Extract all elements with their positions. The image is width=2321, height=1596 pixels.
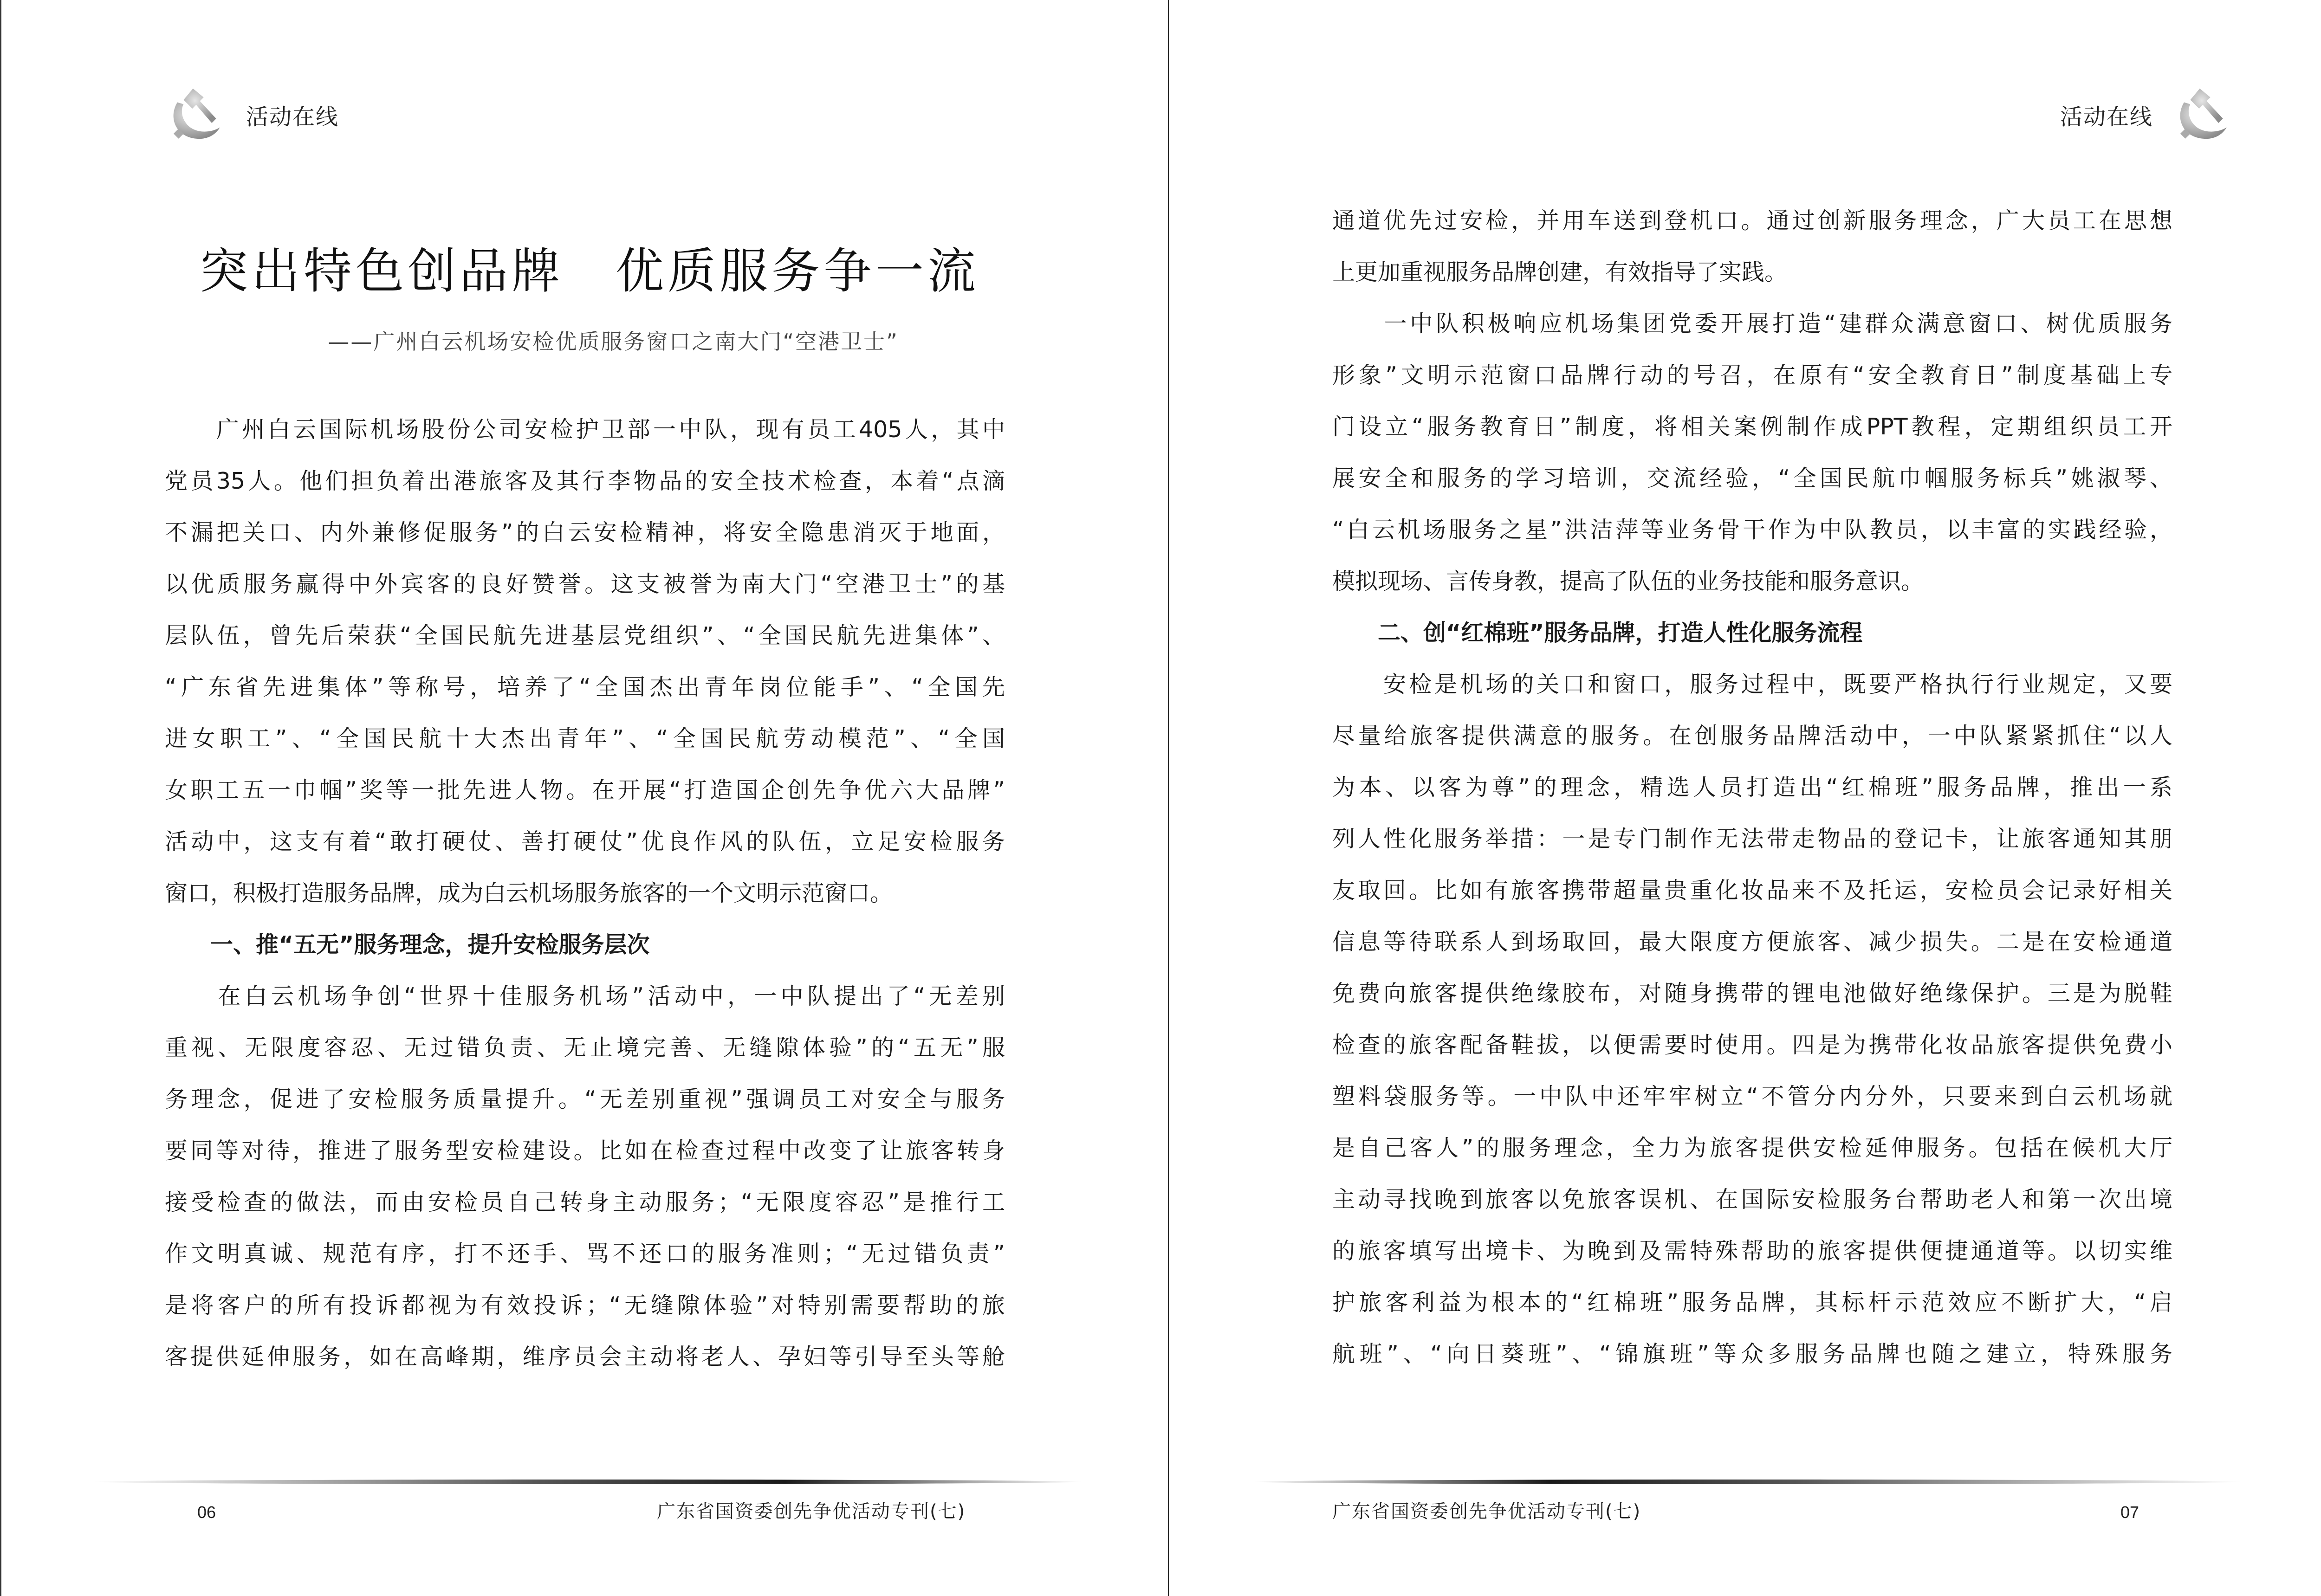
right-body-text — [1332, 195, 2172, 1380]
body-line: 通道优先过安检，并用车送到登机口。通过创新服务理念，广大员工在思想 — [1332, 207, 2172, 234]
section-heading: 一、推“五无”服务理念，提升安检服务层次 — [165, 931, 650, 958]
body-line: 模拟现场、言传身教，提高了队伍的业务技能和服务意识。 — [1332, 568, 1924, 594]
body-line: 航班”、“向日葵班”、“锦旗班”等众多服务品牌也随之建立，特殊服务 — [1332, 1341, 2172, 1367]
body-line: “白云机场服务之星”洪洁萍等业务骨干作为中队教员，以丰富的实践经验， — [1332, 517, 2172, 543]
right-page-number: 07 — [2120, 1503, 2139, 1522]
body-line: 务理念，促进了安检服务质量提升。“无差别重视”强调员工对安全与服务 — [165, 1086, 1005, 1112]
body-line: 客提供延伸服务，如在高峰期，维序员会主动将老人、孕妇等引导至头等舱 — [165, 1344, 1005, 1370]
body-line: 安检是机场的关口和窗口，服务过程中，既要严格执行行业规定，又要 — [1332, 671, 2172, 698]
left-footer-rule — [93, 1480, 1082, 1484]
left-page-number: 06 — [197, 1503, 216, 1522]
body-line: 门设立“服务教育日”制度，将相关案例制作成PPT教程，定期组织员工开 — [1332, 414, 2172, 440]
body-line: 为本、以客为尊”的理念，精选人员打造出“红棉班”服务品牌，推出一系 — [1332, 774, 2172, 801]
body-line: 上更加重视服务品牌创建，有效指导了实践。 — [1332, 259, 1788, 285]
body-line: 接受检查的做法，而由安检员自己转身主动服务；“无限度容忍”是推行工 — [165, 1189, 1005, 1215]
body-line: 展安全和服务的学习培训，交流经验，“全国民航巾帼服务标兵”姚淑琴、 — [1332, 465, 2172, 491]
body-line: 窗口，积极打造服务品牌，成为白云机场服务旅客的一个文明示范窗口。 — [165, 880, 893, 906]
body-line: 在白云机场争创“世界十佳服务机场”活动中，一中队提出了“无差别 — [165, 983, 1005, 1009]
body-line: 是自己客人”的服务理念，全力为旅客提供安检延伸服务。包括在候机大厅 — [1332, 1135, 2172, 1161]
section-heading: 二、创“红棉班”服务品牌，打造人性化服务流程 — [1332, 620, 1863, 646]
body-line: 尽量给旅客提供满意的服务。在创服务品牌活动中，一中队紧紧抓住“以人 — [1332, 723, 2172, 749]
article-subtitle: ——广州白云机场安检优质服务窗口之南大门“空港卫士” — [328, 329, 899, 354]
body-line: 护旅客利益为根本的“红棉班”服务品牌，其标杆示范效应不断扩大，“启 — [1332, 1289, 2172, 1316]
body-line: 党员35人。他们担负着出港旅客及其行李物品的安全技术检查，本着“点滴 — [165, 468, 1005, 494]
body-line: 形象”文明示范窗口品牌行动的号召，在原有“安全教育日”制度基础上专 — [1332, 362, 2172, 388]
body-line: 信息等待联系人到场取回，最大限度方便旅客、减少损失。二是在安检通道 — [1332, 929, 2172, 955]
body-line: 女职工五一巾帼”奖等一批先进人物。在开展“打造国企创先争优六大品牌” — [165, 777, 1005, 803]
right-page — [1169, 0, 2321, 1596]
party-emblem-icon — [165, 84, 227, 146]
article-title: 突出特色创品牌 优质服务争一流 — [199, 243, 979, 299]
body-line: 塑料袋服务等。一中队中还牢牢树立“不管分内分外，只要来到白云机场就 — [1332, 1083, 2172, 1110]
body-line: 以优质服务赢得中外宾客的良好赞誉。这支被誉为南大门“空港卫士”的基 — [165, 571, 1005, 597]
body-line: 不漏把关口、内外兼修促服务”的白云安检精神，将安全隐患消灭于地面， — [165, 519, 1005, 546]
body-line: 作文明真诚、规范有序，打不还手、骂不还口的服务准则；“无过错负责” — [165, 1241, 1005, 1267]
body-line: 列人性化服务举措：一是专门制作无法带走物品的登记卡，让旅客通知其朋 — [1332, 826, 2172, 852]
body-line: 检查的旅客配备鞋拔，以便需要时使用。四是为携带化妆品旅客提供免费小 — [1332, 1032, 2172, 1058]
body-line: 友取回。比如有旅客携带超量贵重化妆品来不及托运，安检员会记录好相关 — [1332, 877, 2172, 904]
body-line: 的旅客填写出境卡、为晚到及需特殊帮助的旅客提供便捷通道等。以切实维 — [1332, 1238, 2172, 1264]
left-body-text — [165, 404, 1005, 1383]
body-line: 广州白云国际机场股份公司安检护卫部一中队，现有员工405人，其中 — [165, 416, 1005, 443]
right-footer-publication: 广东省国资委创先争优活动专刊(七) — [1332, 1501, 1641, 1522]
body-line: 重视、无限度容忍、无过错负责、无止境完善、无缝隙体验”的“五无”服 — [165, 1034, 1005, 1061]
body-line: 要同等对待，推进了服务型安检建设。比如在检查过程中改变了让旅客转身 — [165, 1137, 1005, 1164]
body-line: “广东省先进集体”等称号，培养了“全国杰出青年岗位能手”、“全国先 — [165, 674, 1005, 700]
left-footer-publication: 广东省国资委创先争优活动专刊(七) — [657, 1501, 966, 1522]
body-line: 主动寻找晚到旅客以免旅客误机、在国际安检服务台帮助老人和第一次出境 — [1332, 1186, 2172, 1213]
header-section-label: 活动在线 — [246, 104, 339, 130]
left-header — [165, 84, 339, 146]
body-line: 是将客户的所有投诉都视为有效投诉；“无缝隙体验”对特别需要帮助的旅 — [165, 1292, 1005, 1318]
body-line: 一中队积极响应机场集团党委开展打造“建群众满意窗口、树优质服务 — [1332, 310, 2172, 337]
party-emblem-icon — [2172, 84, 2234, 146]
body-line: 活动中，这支有着“敢打硬仗、善打硬仗”优良作风的队伍，立足安检服务 — [165, 828, 1005, 855]
left-page-border — [0, 0, 1, 1596]
header-section-label: 活动在线 — [2060, 104, 2153, 130]
body-line: 免费向旅客提供绝缘胶布，对随身携带的锂电池做好绝缘保护。三是为脱鞋 — [1332, 980, 2172, 1007]
body-line: 层队伍，曾先后荣获“全国民航先进基层党组织”、“全国民航先进集体”、 — [165, 622, 1005, 649]
right-footer-rule — [1253, 1480, 2242, 1484]
body-line: 进女职工”、“全国民航十大杰出青年”、“全国民航劳动模范”、“全国 — [165, 725, 1005, 752]
right-header — [2060, 84, 2234, 146]
